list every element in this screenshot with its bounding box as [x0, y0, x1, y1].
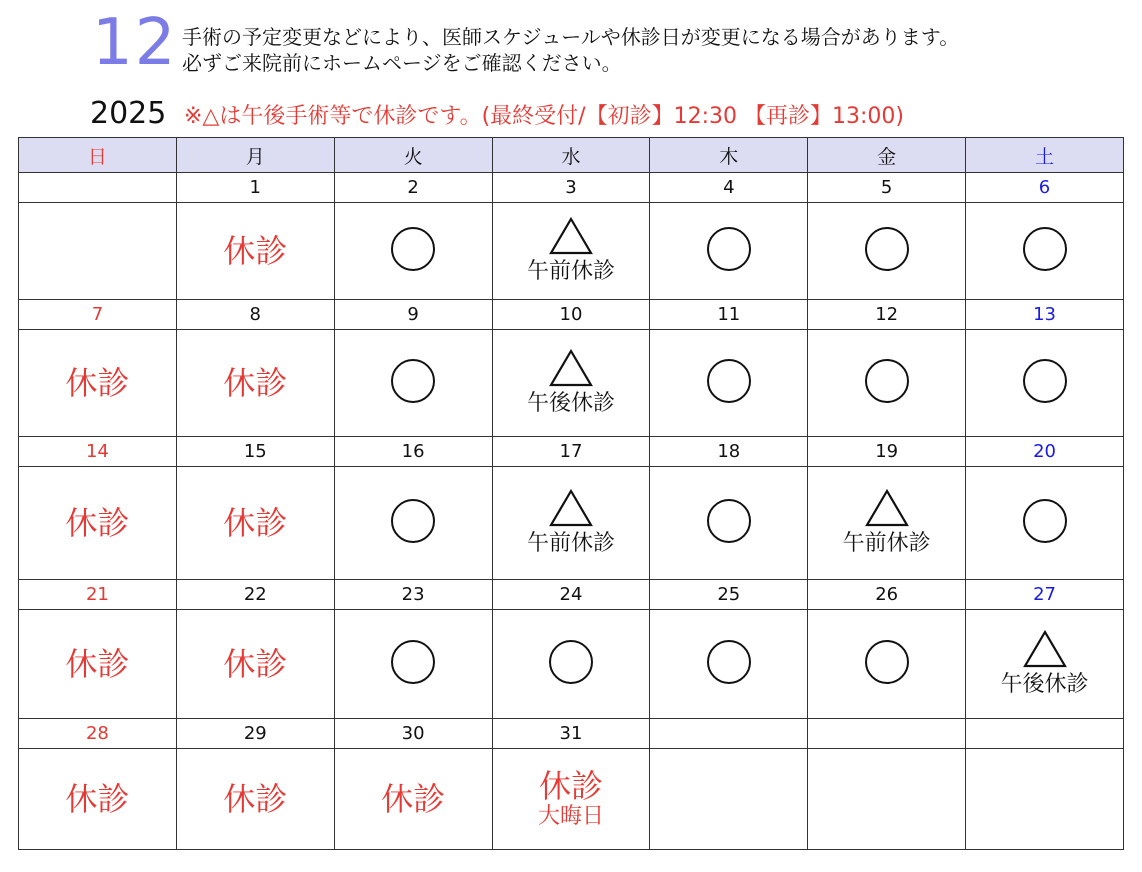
- day-status-cell: [966, 203, 1124, 300]
- date-number: 3: [492, 173, 650, 203]
- date-number: 25: [650, 580, 808, 610]
- closed-label: 休診: [538, 767, 603, 805]
- notice-line-1: 手術の予定変更などにより、医師スケジュールや休診日が変更になる場合があります。: [182, 25, 960, 49]
- date-number: 10: [492, 300, 650, 330]
- closed-label: 休診: [223, 364, 288, 402]
- day-status-cell: [334, 330, 492, 437]
- half-day-marker: [808, 488, 965, 558]
- open-circle-icon: [391, 499, 435, 543]
- closed-label: 休診: [223, 780, 288, 818]
- day-status-cell: [176, 203, 334, 300]
- date-number: 27: [966, 580, 1124, 610]
- day-status-cell: [19, 610, 177, 719]
- date-row: [19, 437, 1124, 467]
- status-row: [19, 610, 1124, 719]
- day-status-cell: [966, 330, 1124, 437]
- date-number: 13: [966, 300, 1124, 330]
- day-status-cell: [176, 610, 334, 719]
- date-number: 1: [176, 173, 334, 203]
- status-row: [19, 330, 1124, 437]
- day-status-cell: [650, 330, 808, 437]
- calendar-table: [18, 137, 1124, 850]
- open-circle-icon: [707, 359, 751, 403]
- open-circle-icon: [865, 227, 909, 271]
- date-number: 4: [650, 173, 808, 203]
- open-circle-icon: [391, 359, 435, 403]
- day-status-cell: [966, 467, 1124, 580]
- date-number: [966, 719, 1124, 749]
- date-number: 8: [176, 300, 334, 330]
- day-status-cell: [176, 467, 334, 580]
- open-circle-icon: [707, 227, 751, 271]
- day-status-cell: [176, 330, 334, 437]
- date-row: [19, 719, 1124, 749]
- open-circle-icon: [1023, 359, 1067, 403]
- day-status-cell: [334, 610, 492, 719]
- schedule-notice: [182, 24, 959, 76]
- afternoon-closure-note: ※△は午後手術等で休診です。(最終受付/【初診】12:30 【再診】13:00): [184, 104, 904, 129]
- day-status-cell: [19, 330, 177, 437]
- date-number: 23: [334, 580, 492, 610]
- status-row: [19, 203, 1124, 300]
- day-status-cell: [492, 467, 650, 580]
- notice-line-2: 必ずご来院前にホームページをご確認ください。: [182, 51, 622, 75]
- date-number: 22: [176, 580, 334, 610]
- date-number: 28: [19, 719, 177, 749]
- weekday-tue: 火: [334, 138, 492, 173]
- open-circle-icon: [549, 640, 593, 684]
- day-status-cell: [19, 749, 177, 850]
- half-day-marker: [493, 348, 650, 418]
- weekday-mon: 月: [176, 138, 334, 173]
- date-number: [808, 719, 966, 749]
- half-day-label: 午前休診: [842, 531, 931, 556]
- date-number: 26: [808, 580, 966, 610]
- day-status-cell: [492, 610, 650, 719]
- weekday-fri: 金: [808, 138, 966, 173]
- date-number: 2: [334, 173, 492, 203]
- day-status-cell: [650, 467, 808, 580]
- closed-label: 休診: [65, 780, 130, 818]
- closed-label: 休診: [381, 780, 446, 818]
- date-number: 16: [334, 437, 492, 467]
- date-number: 29: [176, 719, 334, 749]
- day-status-cell: [966, 610, 1124, 719]
- open-circle-icon: [707, 640, 751, 684]
- date-number: 14: [19, 437, 177, 467]
- half-day-label: 午前休診: [526, 259, 615, 284]
- triangle-icon: [1022, 629, 1068, 669]
- triangle-icon: [548, 216, 594, 256]
- day-status-cell: [650, 749, 808, 850]
- closed-label: 休診: [223, 504, 288, 542]
- date-number: 5: [808, 173, 966, 203]
- holiday-note: 大晦日: [537, 804, 604, 829]
- closed-label: 休診: [223, 232, 288, 270]
- date-number: 9: [334, 300, 492, 330]
- day-status-cell: [334, 749, 492, 850]
- day-status-cell: [334, 203, 492, 300]
- day-status-cell: [650, 610, 808, 719]
- day-status-cell: [808, 330, 966, 437]
- day-status-cell: [492, 749, 650, 850]
- date-row: [19, 300, 1124, 330]
- date-number: [19, 173, 177, 203]
- closed-label: 休診: [223, 645, 288, 683]
- date-number: 6: [966, 173, 1124, 203]
- day-status-cell: [808, 467, 966, 580]
- closed-label: 休診: [65, 504, 130, 542]
- closed-label: 休診: [65, 364, 130, 402]
- day-status-cell: [334, 467, 492, 580]
- day-status-cell: [808, 749, 966, 850]
- open-circle-icon: [391, 640, 435, 684]
- half-day-label: 午後休診: [1000, 672, 1089, 697]
- open-circle-icon: [1023, 499, 1067, 543]
- date-number: 7: [19, 300, 177, 330]
- day-status-cell: [176, 749, 334, 850]
- date-row: [19, 580, 1124, 610]
- half-day-marker: [966, 629, 1123, 699]
- half-day-label: 午前休診: [526, 531, 615, 556]
- date-number: 15: [176, 437, 334, 467]
- open-circle-icon: [865, 640, 909, 684]
- day-status-cell: [492, 330, 650, 437]
- day-status-cell: [492, 203, 650, 300]
- date-number: 21: [19, 580, 177, 610]
- status-row: [19, 467, 1124, 580]
- weekday-wed: 水: [492, 138, 650, 173]
- weekday-sun: 日: [19, 138, 177, 173]
- half-day-label: 午後休診: [526, 391, 615, 416]
- open-circle-icon: [865, 359, 909, 403]
- date-number: [650, 719, 808, 749]
- year-label: 2025: [90, 96, 167, 131]
- open-circle-icon: [1023, 227, 1067, 271]
- triangle-icon: [548, 348, 594, 388]
- weekday-thu: 木: [650, 138, 808, 173]
- half-day-marker: [493, 216, 650, 286]
- day-status-cell: [19, 203, 177, 300]
- date-number: 12: [808, 300, 966, 330]
- weekday-header-row: [19, 138, 1124, 173]
- day-status-cell: [19, 467, 177, 580]
- day-status-cell: [808, 610, 966, 719]
- open-circle-icon: [707, 499, 751, 543]
- status-row: [19, 749, 1124, 850]
- day-status-cell: [808, 203, 966, 300]
- open-circle-icon: [391, 227, 435, 271]
- half-day-marker: [493, 488, 650, 558]
- triangle-icon: [864, 488, 910, 528]
- date-number: 20: [966, 437, 1124, 467]
- date-number: 30: [334, 719, 492, 749]
- date-number: 31: [492, 719, 650, 749]
- date-number: 24: [492, 580, 650, 610]
- day-status-cell: [966, 749, 1124, 850]
- date-number: 19: [808, 437, 966, 467]
- date-row: [19, 173, 1124, 203]
- closed-label: 休診: [65, 645, 130, 683]
- weekday-sat: 土: [966, 138, 1124, 173]
- date-number: 11: [650, 300, 808, 330]
- day-status-cell: [650, 203, 808, 300]
- month-number: 12: [92, 6, 178, 80]
- date-number: 18: [650, 437, 808, 467]
- date-number: 17: [492, 437, 650, 467]
- triangle-icon: [548, 488, 594, 528]
